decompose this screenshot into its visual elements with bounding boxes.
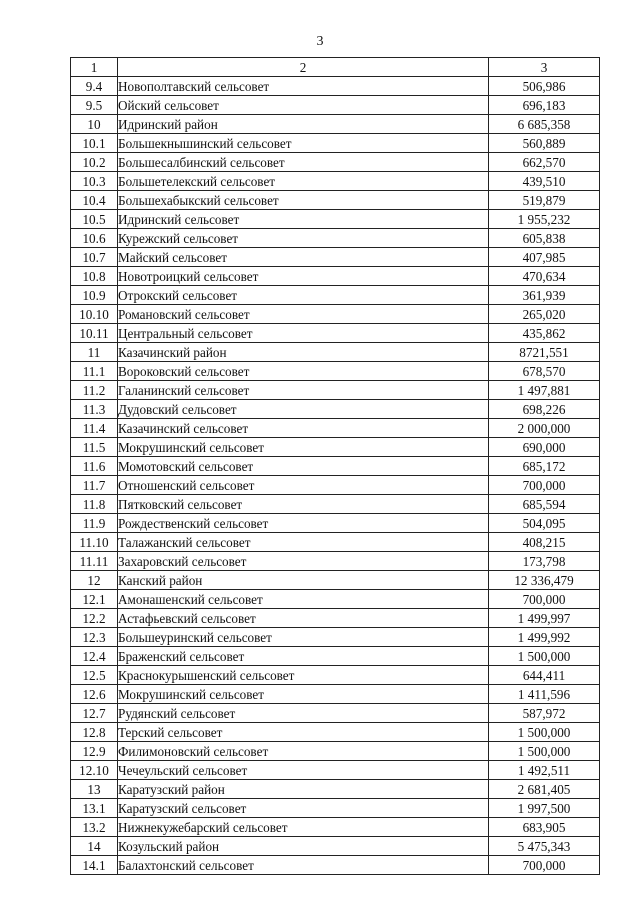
row-name: Нижнекужебарский сельсовет	[118, 818, 489, 837]
row-value: 1 500,000	[489, 742, 600, 761]
row-name: Идринский район	[118, 115, 489, 134]
row-number: 13.2	[71, 818, 118, 837]
row-value: 8721,551	[489, 343, 600, 362]
row-name: Вороковский сельсовет	[118, 362, 489, 381]
row-name: Галанинский сельсовет	[118, 381, 489, 400]
row-number: 10.7	[71, 248, 118, 267]
row-number: 11.1	[71, 362, 118, 381]
table-row	[71, 723, 600, 742]
table-row	[71, 77, 600, 96]
row-value: 662,570	[489, 153, 600, 172]
row-number: 12.9	[71, 742, 118, 761]
table-row	[71, 628, 600, 647]
table-row	[71, 742, 600, 761]
row-value: 560,889	[489, 134, 600, 153]
row-number: 11	[71, 343, 118, 362]
row-value: 265,020	[489, 305, 600, 324]
row-value: 696,183	[489, 96, 600, 115]
row-number: 12.8	[71, 723, 118, 742]
row-value: 2 000,000	[489, 419, 600, 438]
row-number: 12.2	[71, 609, 118, 628]
table-row	[71, 476, 600, 495]
row-value: 5 475,343	[489, 837, 600, 856]
row-value: 504,095	[489, 514, 600, 533]
row-value: 700,000	[489, 856, 600, 875]
row-name: Каратузский район	[118, 780, 489, 799]
row-name: Романовский сельсовет	[118, 305, 489, 324]
row-name: Амонашенский сельсовет	[118, 590, 489, 609]
row-value: 683,905	[489, 818, 600, 837]
row-name: Каратузский сельсовет	[118, 799, 489, 818]
row-value: 1 997,500	[489, 799, 600, 818]
row-value: 1 492,511	[489, 761, 600, 780]
row-number: 13	[71, 780, 118, 799]
row-name: Браженский сельсовет	[118, 647, 489, 666]
table-row	[71, 837, 600, 856]
row-name: Большетелекский сельсовет	[118, 172, 489, 191]
row-number: 13.1	[71, 799, 118, 818]
table-row	[71, 191, 600, 210]
row-name: Большекнышинский сельсовет	[118, 134, 489, 153]
row-number: 12.7	[71, 704, 118, 723]
row-name: Большесалбинский сельсовет	[118, 153, 489, 172]
row-name: Новополтавский сельсовет	[118, 77, 489, 96]
table-row	[71, 362, 600, 381]
row-value: 1 499,997	[489, 609, 600, 628]
table-row	[71, 799, 600, 818]
page-number: 3	[316, 34, 324, 49]
allocation-table	[70, 57, 600, 875]
row-name: Мокрушинский сельсовет	[118, 685, 489, 704]
row-number: 14	[71, 837, 118, 856]
row-number: 12.4	[71, 647, 118, 666]
row-value: 2 681,405	[489, 780, 600, 799]
row-number: 10.9	[71, 286, 118, 305]
table-row	[71, 324, 600, 343]
row-value: 1 499,992	[489, 628, 600, 647]
row-name: Балахтонский сельсовет	[118, 856, 489, 875]
row-value: 644,411	[489, 666, 600, 685]
row-number: 11.5	[71, 438, 118, 457]
table-row	[71, 704, 600, 723]
row-value: 435,862	[489, 324, 600, 343]
row-number: 10.1	[71, 134, 118, 153]
row-number: 11.3	[71, 400, 118, 419]
row-name: Талажанский сельсовет	[118, 533, 489, 552]
row-number: 11.10	[71, 533, 118, 552]
table-row	[71, 761, 600, 780]
table-row	[71, 134, 600, 153]
table-row	[71, 590, 600, 609]
row-value: 685,172	[489, 457, 600, 476]
table-row	[71, 514, 600, 533]
row-number: 11.6	[71, 457, 118, 476]
row-number: 11.8	[71, 495, 118, 514]
row-number: 11.11	[71, 552, 118, 571]
row-name: Козульский район	[118, 837, 489, 856]
row-value: 439,510	[489, 172, 600, 191]
row-name: Отрокский сельсовет	[118, 286, 489, 305]
table-row	[71, 267, 600, 286]
table-row	[71, 533, 600, 552]
table-row	[71, 248, 600, 267]
row-name: Курежский сельсовет	[118, 229, 489, 248]
table-row	[71, 647, 600, 666]
row-name: Канский район	[118, 571, 489, 590]
row-name: Большеуринский сельсовет	[118, 628, 489, 647]
table-row	[71, 856, 600, 875]
table-row	[71, 609, 600, 628]
row-name: Большехабыкский сельсовет	[118, 191, 489, 210]
table-row	[71, 343, 600, 362]
row-value: 506,986	[489, 77, 600, 96]
row-name: Центральный сельсовет	[118, 324, 489, 343]
row-name: Момотовский сельсовет	[118, 457, 489, 476]
row-number: 10.5	[71, 210, 118, 229]
table-row	[71, 818, 600, 837]
row-number: 10.10	[71, 305, 118, 324]
row-value: 1 411,596	[489, 685, 600, 704]
row-value: 1 955,232	[489, 210, 600, 229]
table-row	[71, 96, 600, 115]
row-name: Отношенский сельсовет	[118, 476, 489, 495]
row-name: Краснокурышенский сельсовет	[118, 666, 489, 685]
table-row	[71, 286, 600, 305]
row-number: 14.1	[71, 856, 118, 875]
row-number: 10.2	[71, 153, 118, 172]
table-row	[71, 438, 600, 457]
table-row	[71, 495, 600, 514]
header-col-2: 2	[118, 58, 489, 77]
row-number: 10.4	[71, 191, 118, 210]
row-value: 12 336,479	[489, 571, 600, 590]
row-number: 11.7	[71, 476, 118, 495]
table-row	[71, 457, 600, 476]
row-number: 10.11	[71, 324, 118, 343]
row-value: 173,798	[489, 552, 600, 571]
table-row	[71, 666, 600, 685]
row-number: 10	[71, 115, 118, 134]
row-name: Захаровский сельсовет	[118, 552, 489, 571]
row-value: 700,000	[489, 590, 600, 609]
row-number: 12.10	[71, 761, 118, 780]
row-number: 12.3	[71, 628, 118, 647]
row-name: Рождественский сельсовет	[118, 514, 489, 533]
row-value: 6 685,358	[489, 115, 600, 134]
row-value: 361,939	[489, 286, 600, 305]
row-name: Астафьевский сельсовет	[118, 609, 489, 628]
row-number: 12.1	[71, 590, 118, 609]
row-name: Казачинский сельсовет	[118, 419, 489, 438]
row-number: 11.9	[71, 514, 118, 533]
row-number: 12	[71, 571, 118, 590]
table-row	[71, 400, 600, 419]
row-name: Казачинский район	[118, 343, 489, 362]
row-name: Майский сельсовет	[118, 248, 489, 267]
table-row	[71, 115, 600, 134]
row-number: 10.6	[71, 229, 118, 248]
header-col-3: 3	[489, 58, 600, 77]
table-row	[71, 571, 600, 590]
table-row	[71, 172, 600, 191]
row-name: Ойский сельсовет	[118, 96, 489, 115]
table-row	[71, 381, 600, 400]
row-value: 698,226	[489, 400, 600, 419]
row-value: 678,570	[489, 362, 600, 381]
row-name: Чечеульский сельсовет	[118, 761, 489, 780]
row-value: 1 500,000	[489, 647, 600, 666]
row-value: 685,594	[489, 495, 600, 514]
row-value: 690,000	[489, 438, 600, 457]
row-name: Новотроицкий сельсовет	[118, 267, 489, 286]
table-row	[71, 210, 600, 229]
table-row	[71, 780, 600, 799]
row-value: 1 497,881	[489, 381, 600, 400]
header-col-1: 1	[71, 58, 118, 77]
row-number: 12.6	[71, 685, 118, 704]
row-name: Филимоновский сельсовет	[118, 742, 489, 761]
table-row	[71, 229, 600, 248]
table-row	[71, 305, 600, 324]
row-name: Пятковский сельсовет	[118, 495, 489, 514]
row-name: Рудянский сельсовет	[118, 704, 489, 723]
table-row	[71, 153, 600, 172]
table-header-row	[71, 58, 600, 77]
row-number: 9.4	[71, 77, 118, 96]
table-row	[71, 552, 600, 571]
row-value: 470,634	[489, 267, 600, 286]
row-name: Мокрушинский сельсовет	[118, 438, 489, 457]
row-name: Терский сельсовет	[118, 723, 489, 742]
row-value: 408,215	[489, 533, 600, 552]
row-name: Идринский сельсовет	[118, 210, 489, 229]
row-number: 10.8	[71, 267, 118, 286]
table-row	[71, 685, 600, 704]
row-number: 9.5	[71, 96, 118, 115]
row-number: 11.2	[71, 381, 118, 400]
row-number: 11.4	[71, 419, 118, 438]
row-value: 1 500,000	[489, 723, 600, 742]
row-number: 10.3	[71, 172, 118, 191]
row-value: 519,879	[489, 191, 600, 210]
row-value: 605,838	[489, 229, 600, 248]
row-value: 587,972	[489, 704, 600, 723]
row-value: 407,985	[489, 248, 600, 267]
table-row	[71, 419, 600, 438]
row-value: 700,000	[489, 476, 600, 495]
row-name: Дудовский сельсовет	[118, 400, 489, 419]
row-number: 12.5	[71, 666, 118, 685]
